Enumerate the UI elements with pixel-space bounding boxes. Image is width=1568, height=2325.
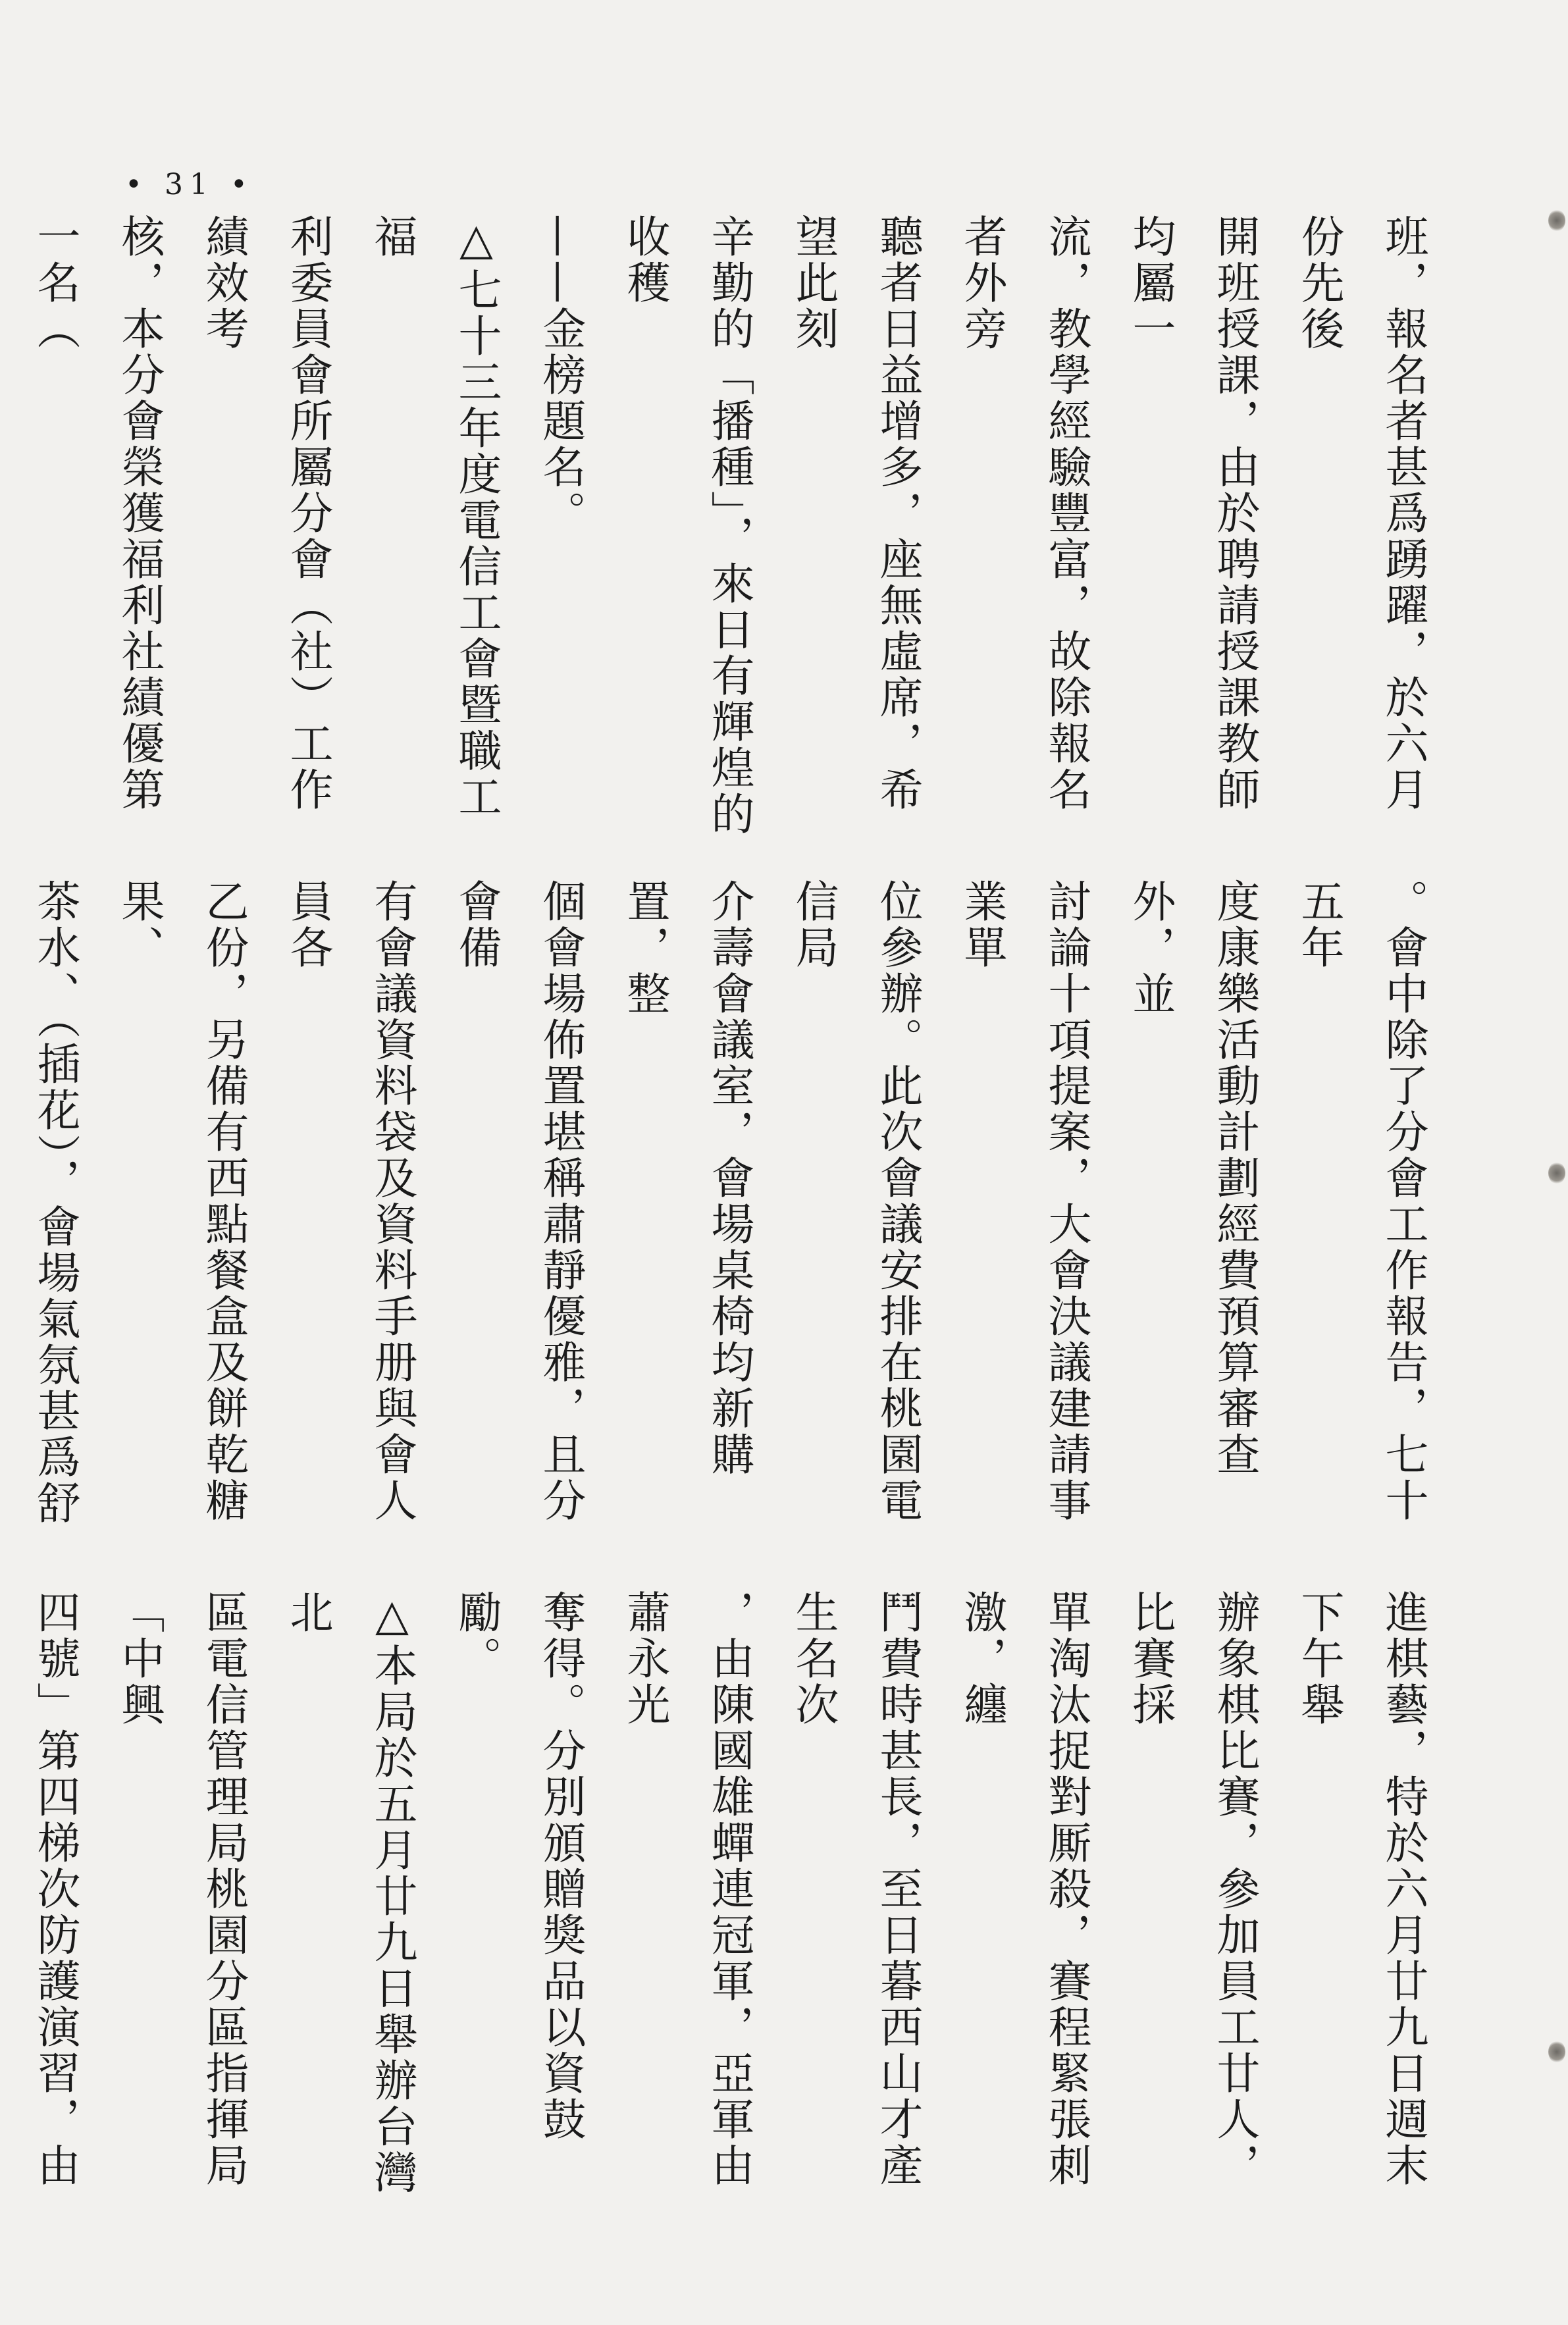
- text-line: 班，報名者甚爲踴躍，於六月份先後: [1294, 214, 1428, 813]
- text-line: 單淘汰捉對厮殺，賽程緊張刺激，纏: [956, 1590, 1091, 2189]
- text-line: 度康樂活動計劃經費預算審查外，並: [1125, 879, 1260, 1478]
- text-line: 核，本分會榮獲福利社績優第一名（: [30, 214, 165, 813]
- text-line: 位參辦。此次會議安排在桃園電信局: [788, 879, 923, 1524]
- lower-text-block: [30, 1590, 1445, 2222]
- text-line: 乙份，另備有西點餐盒及餅乾糖果、: [114, 879, 249, 1524]
- binding-hole: [1548, 1162, 1565, 1184]
- text-line: △本局於五月廿九日舉辦台灣北: [282, 1590, 417, 2196]
- text-line: 流，教學經驗豐富，故除報名者外旁: [956, 214, 1091, 813]
- text-line: ——金榜題名。: [535, 214, 586, 536]
- text-line: 辛勤的「播種」，來日有輝煌的收穫: [619, 214, 754, 837]
- text-line: 個會場佈置堪稱肅靜優雅，且分會備: [451, 879, 586, 1524]
- text-line: 討論十項提案，大會決議建請事業單: [956, 879, 1091, 1524]
- upper-text-block: [30, 214, 1445, 839]
- text-line: 進棋藝，特於六月廿九日週末下午舉: [1294, 1590, 1428, 2189]
- text-line: 茶水、（插花），會場氣氛甚爲舒: [30, 879, 80, 1527]
- text-line: 開班授課，由於聘請授課教師均屬一: [1125, 214, 1260, 813]
- middle-text-block: [30, 879, 1445, 1544]
- text-line: 利委員會所屬分會（社）工作績效考: [198, 214, 333, 813]
- text-line: 奪得。分別頒贈獎品以資鼓勵。: [451, 1590, 586, 2143]
- text-line: [0, 214, 13, 839]
- text-line: 辦象棋比賽，參加員工廿人，比賽採: [1125, 1590, 1260, 2189]
- text-line: 四號」第四梯次防護演習，由: [30, 1590, 80, 2189]
- text-line: ，由陳國雄蟬連冠軍，亞軍由蕭永光: [619, 1590, 754, 2189]
- text-line: △七十三年度電信工會暨職工福: [367, 214, 502, 820]
- text-line: 介壽會議室，會場桌椅均新購置，整: [619, 879, 754, 1478]
- text-line: 有會議資料袋及資料手册與會人員各: [282, 879, 417, 1524]
- binding-hole: [1548, 2041, 1565, 2063]
- text-line: 。會中除了分會工作報告，七十五年: [1294, 879, 1428, 1524]
- text-line: 聽者日益增多，座無虛席，希望此刻: [788, 214, 923, 813]
- page-number: • 31 •: [125, 168, 254, 201]
- text-line: 區電信管理局桃園分區指揮局「中興: [114, 1590, 249, 2189]
- binding-hole: [1548, 209, 1565, 232]
- text-line: 鬥費時甚長，至日暮西山才產生名次: [788, 1590, 923, 2189]
